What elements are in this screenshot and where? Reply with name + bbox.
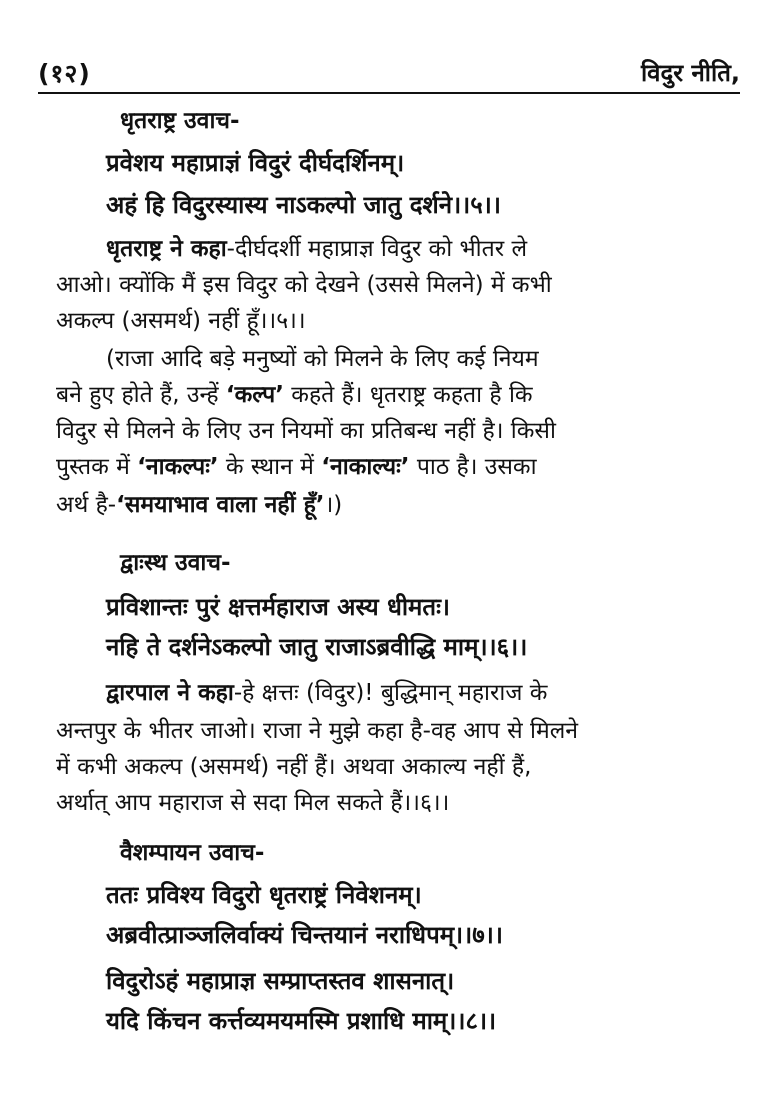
header-rule bbox=[38, 92, 740, 94]
text-run: अर्थ है- bbox=[56, 492, 117, 518]
text-run: पाठ है। उसका bbox=[409, 454, 537, 480]
paragraph-line: आओ। क्योंकि मैं इस विदुर को देखने (उससे मिलने) में कभी bbox=[56, 272, 552, 298]
text-run: -दीर्घदर्शी महाप्राज्ञ विदुर को भीतर ले bbox=[226, 236, 528, 262]
verse-line: प्रवेशय महाप्राज्ञं विदुरं दीर्घदर्शिनम्। bbox=[106, 149, 405, 177]
paragraph-line bbox=[56, 452, 537, 482]
paragraph-line: विदुर से मिलने के लिए उन नियमों का प्रतिबन्ध नहीं है। किसी bbox=[56, 418, 556, 444]
text-run: -हे क्षत्तः (विदुर)! बुद्धिमान् महाराज के bbox=[233, 680, 548, 706]
paragraph-line: अर्थात् आप महाराज से सदा मिल सकते हैं।।६।। bbox=[56, 790, 450, 816]
text-run: ।) bbox=[324, 492, 343, 518]
paragraph-line bbox=[106, 234, 527, 264]
paragraph-line bbox=[106, 678, 547, 708]
paragraph-line: अकल्प (असमर्थ) नहीं हूँ।।५।। bbox=[56, 308, 306, 334]
speaker-heading: द्वाःस्थ उवाच- bbox=[120, 550, 231, 576]
verse-line: विदुरोऽहं महाप्राज्ञ सम्प्राप्तस्तव शासनात्। bbox=[106, 967, 455, 995]
quoted-term: ‘नाकाल्यः’ bbox=[321, 454, 410, 480]
quoted-term: ‘समयाभाव वाला नहीं हूँ’ bbox=[116, 492, 325, 518]
verse-line: ततः प्रविश्य विदुरो धृतराष्ट्रं निवेशनम्। bbox=[106, 881, 422, 909]
text-run: बने हुए होते हैं, उन्हें bbox=[56, 382, 226, 408]
speaker-label: धृतराष्ट्र ने कहा bbox=[106, 236, 227, 262]
quoted-term: ‘नाकल्पः’ bbox=[137, 454, 219, 480]
paragraph-line: अन्तपुर के भीतर जाओ। राजा ने मुझे कहा है-वह आप से मिलने bbox=[56, 718, 579, 744]
paragraph-line: में कभी अकल्प (असमर्थ) नहीं हैं। अथवा अकाल्य नहीं हैं, bbox=[56, 754, 532, 780]
running-title: विदुर नीति, bbox=[640, 59, 740, 87]
speaker-label: द्वारपाल ने कहा bbox=[106, 680, 234, 706]
text-run: के स्थान में bbox=[218, 454, 322, 480]
page-number: (१२) bbox=[38, 59, 91, 88]
quoted-term: ‘कल्प’ bbox=[225, 382, 284, 408]
paragraph-line: (राजा आदि बड़े मनुष्यों को मिलने के लिए कई नियम bbox=[106, 346, 539, 372]
text-run: पुस्तक में bbox=[56, 454, 138, 480]
text-run: कहते हैं। धृतराष्ट्र कहता है कि bbox=[283, 382, 533, 408]
verse-line: यदि किंचन कर्त्तव्यमयमस्मि प्रशाधि माम्।।८।। bbox=[106, 1007, 497, 1035]
verse-line: अहं हि विदुरस्यास्य नाऽकल्पो जातु दर्शने।।५।। bbox=[106, 191, 501, 219]
verse-line: नहि ते दर्शनेऽकल्पो जातु राजाऽब्रवीद्धि माम्।।६।। bbox=[106, 633, 528, 661]
page-header bbox=[38, 56, 740, 92]
speaker-heading: धृतराष्ट्र उवाच- bbox=[120, 108, 240, 134]
paragraph-line bbox=[56, 490, 342, 520]
verse-line: अब्रवीत्प्राञ्जलिर्वाक्यं चिन्तयानं नराधिपम्।।७।। bbox=[106, 921, 503, 949]
paragraph-line bbox=[56, 380, 533, 410]
verse-line: प्रविशान्तः पुरं क्षत्तर्महाराज अस्य धीमतः। bbox=[106, 593, 451, 621]
speaker-heading: वैशम्पायन उवाच- bbox=[120, 840, 265, 866]
